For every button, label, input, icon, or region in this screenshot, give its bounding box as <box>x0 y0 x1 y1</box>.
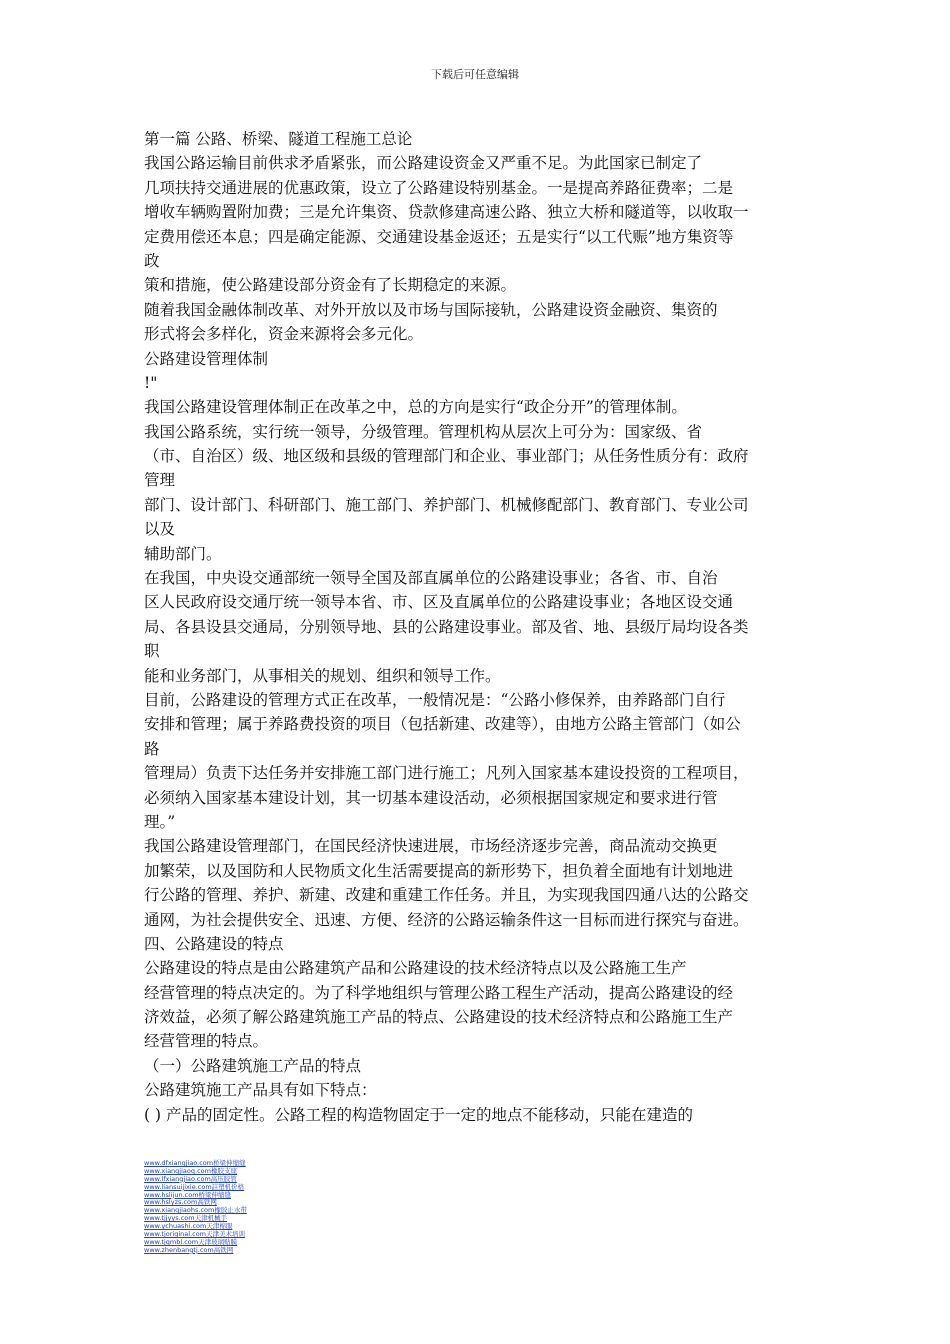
footer-link[interactable]: www.lfxiangjiao.com高压胶管 <box>144 1174 237 1183</box>
text-line: 能和业务部门，从事相关的规划、组织和领导工作。 <box>144 666 501 685</box>
text-line: 管理 <box>144 471 176 490</box>
document-body <box>144 127 824 1127</box>
text-line: 目前，公路建设的管理方式正在改革，一般情况是：“公路小修保养，由养路部门自行 <box>144 690 726 709</box>
text-line: 部门、设计部门、科研部门、施工部门、养护部门、机械修配部门、教育部门、专业公司 <box>144 495 749 514</box>
text-line: 政 <box>144 251 160 270</box>
text-line: 增收车辆购置附加费；三是允许集资、贷款修建高速公路、独立大桥和隧道等，以收取一 <box>144 203 749 222</box>
footer-link[interactable]: www.dfxiangjiao.com桥梁伸缩缝 <box>144 1159 246 1167</box>
text-line: 公路建设的特点是由公路建筑产品和公路建设的技术经济特点以及公路施工生产 <box>144 959 687 978</box>
footer-link[interactable]: www.tjjyys.com天津机械手 <box>144 1214 228 1223</box>
footer-link[interactable]: www.liansuijixie.com註塑机价格 <box>144 1182 245 1191</box>
text-line: 行公路的管理、养护、新建、改建和重建工作任务。并且，为实现我国四通八达的公路交 <box>144 886 749 905</box>
text-line: 局、各县设县交通局，分别领导地、县的公路建设事业。部及省、地、县级厅局均设各类 <box>144 617 749 636</box>
footer-link[interactable]: www.hslijun.com桥梁伸缩缝 <box>144 1190 232 1199</box>
text-line: 经营管理的特点。 <box>144 1032 269 1051</box>
text-line: 定费用偿还本息；四是确定能源、交通建设基金返还；五是实行“以工代赈”地方集资等 <box>144 227 734 246</box>
text-line: 必须纳入国家基本建设计划，其一切基本建设活动，必须根据国家规定和要求进行管 <box>144 788 718 807</box>
text-line: 济效益，必须了解公路建筑施工产品的特点、公路建设的技术经济特点和公路施工生产 <box>144 1008 734 1027</box>
text-line: 我国公路系统，实行统一领导，分级管理。管理机构从层次上可分为：国家级、省 <box>144 422 703 441</box>
text-line: 第一篇 公路、桥梁、隧道工程施工总论 <box>144 130 413 148</box>
text-line: 公路建设管理体制 <box>144 349 269 368</box>
text-line: 我国公路运输目前供求矛盾紧张，而公路建设资金又严重不足。为此国家已制定了 <box>144 154 703 173</box>
footer-link[interactable]: www.ychuashi.com天津棉服 <box>144 1222 233 1231</box>
text-line: 随着我国金融体制改革、对外开放以及市场与国际接轨，公路建设资金融资、集资的 <box>144 300 718 319</box>
text-line: 管理局）负责下达任务并安排施工部门进行施工；凡列入国家基本建设投资的工程项目， <box>144 764 749 783</box>
footer-links <box>144 1160 344 1255</box>
text-line: !" <box>144 373 158 392</box>
text-line: （市、自治区）级、地区级和县级的管理部门和企业、事业部门；从任务性质分有：政府 <box>144 447 749 466</box>
text-line: 策和措施，使公路建设部分资金有了长期稳定的来源。 <box>144 276 517 295</box>
footer-link[interactable]: www.xiangjiaohs.com橡胶止水带 <box>144 1206 247 1215</box>
text-line: 在我国，中央设交通部统一领导全国及部直属单位的公路建设事业；各省、市、自治 <box>144 569 718 588</box>
text-line: （一）公路建筑施工产品的特点 <box>144 1056 362 1075</box>
footer-link[interactable]: www.zhenbangtj.com高铁网 <box>144 1245 234 1254</box>
text-line: 形式将会多样化，资金来源将会多元化。 <box>144 325 424 344</box>
text-line: 通网，为社会提供安全、迅速、方便、经济的公路运输条件这一目标而进行探究与奋进。 <box>144 910 749 929</box>
text-line: 我国公路建设管理体制正在改革之中，总的方向是实行“政企分开”的管理体制。 <box>144 398 687 417</box>
text-line: 加繁荣，以及国防和人民物质文化生活需要提高的新形势下，担负着全面地有计划地进 <box>144 861 734 880</box>
text-line: 安排和管理；属于养路费投资的项目（包括新建、改建等），由地方公路主管部门（如公 <box>144 715 741 734</box>
text-line: 职 <box>144 642 160 661</box>
text-line: 路 <box>144 739 160 758</box>
text-line: 几项扶持交通进展的优惠政策，设立了公路建设特别基金。一是提高养路征费率；二是 <box>144 178 734 197</box>
footer-link[interactable]: www.tjoriginal.com天津美术培训 <box>144 1230 246 1239</box>
footer-link[interactable]: www.tjqmbl.com天津玻璃贴膜 <box>144 1237 238 1246</box>
text-line: 理。” <box>144 812 176 831</box>
text-line: 辅助部门。 <box>144 544 222 563</box>
page-header: 下载后可任意编辑 <box>431 68 519 81</box>
footer-link[interactable]: www.hslyzs.com高铁网 <box>144 1198 217 1207</box>
footer-link[interactable]: www.xiangjiaoq.com橡胶支座 <box>144 1166 237 1175</box>
text-line: 区人民政府设交通厅统一领导本省、市、区及直属单位的公路建设事业；各地区设交通 <box>144 593 734 612</box>
text-line: 公路建筑施工产品具有如下特点： <box>144 1081 377 1100</box>
text-line: 以及 <box>144 520 176 539</box>
text-line: 四、公路建设的特点 <box>144 934 284 953</box>
text-line: 经营管理的特点决定的。为了科学地组织与管理公路工程生产活动，提高公路建设的经 <box>144 983 734 1002</box>
text-line: ( ) 产品的固定性。公路工程的构造物固定于一定的地点不能移动，只能在建造的 <box>144 1105 693 1124</box>
text-line: 我国公路建设管理部门，在国民经济快速进展，市场经济逐步完善，商品流动交换更 <box>144 837 718 856</box>
